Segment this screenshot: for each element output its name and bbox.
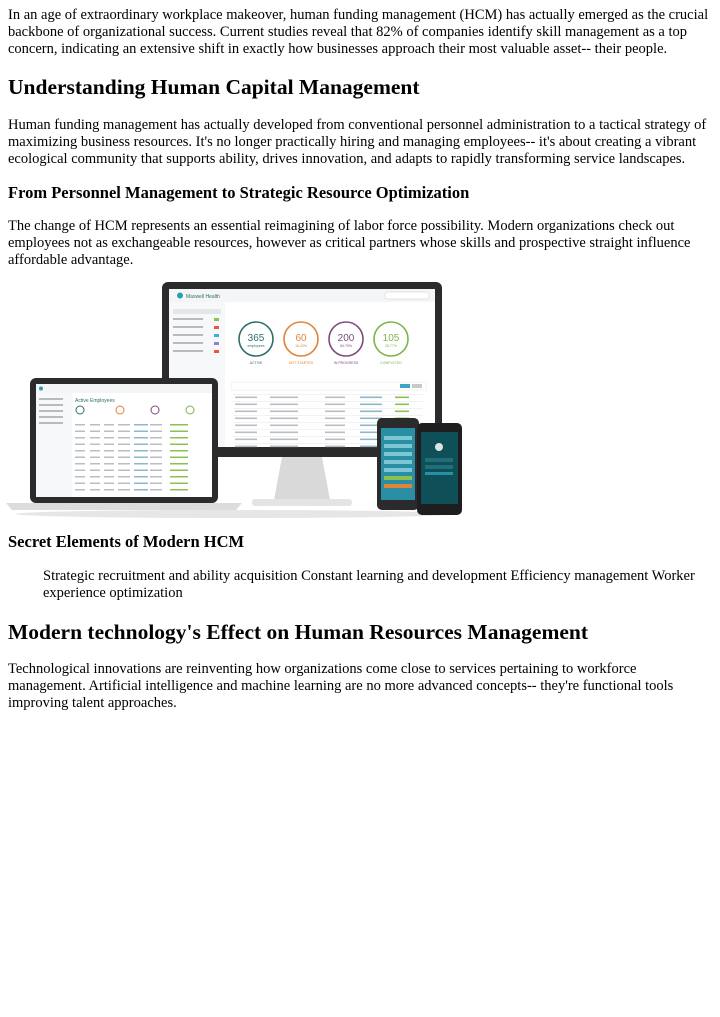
table-cell — [118, 444, 130, 446]
table-cell — [104, 489, 114, 491]
table-cell — [90, 450, 100, 452]
table-cell — [75, 424, 85, 426]
table-cell — [170, 476, 188, 478]
table-cell — [170, 444, 188, 446]
table-cell — [150, 476, 162, 478]
table-cell — [235, 432, 257, 434]
stat-sub: 28.77% — [385, 344, 397, 348]
stat-label: NOT STARTED — [288, 361, 314, 365]
table-cell — [90, 424, 100, 426]
table-cell — [75, 457, 85, 459]
table-cell — [360, 418, 382, 420]
stat-value: 365 — [247, 333, 265, 344]
table-cell — [118, 483, 130, 485]
table-cell — [235, 425, 257, 427]
table-cell — [75, 483, 85, 485]
table-cell — [325, 439, 345, 441]
table-cell — [150, 424, 162, 426]
table-cell — [170, 489, 188, 491]
table-cell — [150, 489, 162, 491]
table-cell — [75, 450, 85, 452]
table-cell — [104, 424, 114, 426]
table-cell — [270, 397, 298, 399]
stat-label: IN PROGRESS — [333, 361, 359, 365]
table-cell — [270, 418, 298, 420]
table-cell — [170, 450, 188, 452]
laptop-title: Active Employees — [75, 398, 115, 404]
table-cell — [104, 457, 114, 459]
table-cell — [75, 444, 85, 446]
table-cell — [270, 432, 298, 434]
table-cell — [325, 432, 345, 434]
subheading-secret-elements: Secret Elements of Modern HCM — [8, 532, 245, 551]
table-cell — [118, 424, 130, 426]
table-cell — [75, 463, 85, 465]
section-heading-understanding-hcm: Understanding Human Capital Management — [8, 75, 420, 99]
table-cell — [75, 431, 85, 433]
table-cell — [170, 424, 188, 426]
table-cell — [104, 476, 114, 478]
table-cell — [134, 476, 148, 478]
table-cell — [170, 431, 188, 433]
table-cell — [150, 431, 162, 433]
table-cell — [270, 439, 298, 441]
table-cell — [325, 446, 345, 448]
phone-back — [377, 418, 419, 510]
table-cell — [134, 457, 148, 459]
table-cell — [270, 411, 298, 413]
stat-sub: 16.43% — [295, 344, 307, 348]
table-cell — [235, 446, 257, 448]
table-cell — [134, 431, 148, 433]
table-cell — [118, 463, 130, 465]
laptop — [30, 378, 218, 503]
table-cell — [118, 476, 130, 478]
table-cell — [235, 439, 257, 441]
table-cell — [90, 470, 100, 472]
table-row — [233, 394, 423, 395]
table-cell — [118, 457, 130, 459]
table-cell — [170, 463, 188, 465]
table-cell — [118, 437, 130, 439]
table-cell — [104, 431, 114, 433]
table-cell — [235, 418, 257, 420]
table-cell — [75, 437, 85, 439]
table-cell — [170, 470, 188, 472]
sub1-paragraph: The change of HCM represents an essential reimagining of labor force possibility. Modern organizations check out employees not as exchangeable resources, however as critical partners whose skills and prospective straight influence affordable advantage. — [8, 218, 691, 268]
intro-paragraph: In an age of extraordinary workplace makeover, human funding management (HCM) has actually emerged as the crucial backbone of organizational success. Current studies reveal that 82% of companies identify skill management as a top concern, indicating an extensive shift in exactly how businesses approach their most valuable asset-- their people. — [8, 7, 709, 57]
stat-sub: 54.79% — [340, 344, 352, 348]
stat-value: 105 — [382, 333, 400, 344]
table-row — [233, 415, 423, 416]
table-row — [233, 401, 423, 402]
stat-sub: employees — [247, 344, 265, 348]
table-cell — [395, 411, 409, 413]
table-cell — [90, 444, 100, 446]
table-cell — [325, 404, 345, 406]
table-cell — [360, 397, 382, 399]
table-row — [233, 408, 423, 409]
table-cell — [104, 437, 114, 439]
elements-blockquote: Strategic recruitment and ability acquisition Constant learning and development Efficiency management Worker experience optimization — [43, 568, 695, 601]
stat-value: 60 — [295, 333, 307, 344]
table-cell — [170, 457, 188, 459]
hcm-software-devices-image — [0, 278, 470, 520]
table-cell — [170, 437, 188, 439]
table-cell — [75, 476, 85, 478]
subheading-personnel-to-strategic: From Personnel Management to Strategic Resource Optimization — [8, 183, 470, 202]
table-cell — [325, 425, 345, 427]
table-cell — [134, 463, 148, 465]
table-cell — [150, 470, 162, 472]
table-cell — [134, 450, 148, 452]
table-cell — [104, 450, 114, 452]
section2-paragraph: Technological innovations are reinventing how organizations come close to services pertaining to workforce management. Artificial intelligence and machine learning are no more advanced concepts-- they're functional tools improving talent approaches. — [8, 661, 674, 711]
table-cell — [104, 483, 114, 485]
section-heading-technology-effect: Modern technology's Effect on Human Resources Management — [8, 620, 589, 644]
table-cell — [395, 397, 409, 399]
table-cell — [134, 437, 148, 439]
table-cell — [325, 397, 345, 399]
table-cell — [235, 397, 257, 399]
table-cell — [134, 424, 148, 426]
section1-paragraph: Human funding management has actually developed from conventional personnel administration to a tactical strategy of maximizing business resources. It's no longer practically hiring and managing employees-- it's about creating a vibrant ecological community that supports ability, drives innovation, and adapts to rapidly transforming service landscapes. — [8, 117, 707, 167]
phone-front — [417, 423, 462, 515]
table-cell — [90, 489, 100, 491]
table-cell — [75, 470, 85, 472]
table-cell — [90, 431, 100, 433]
table-cell — [235, 411, 257, 413]
table-cell — [270, 446, 298, 448]
table-cell — [118, 450, 130, 452]
table-cell — [104, 463, 114, 465]
stat-value: 200 — [337, 333, 355, 344]
table-cell — [360, 411, 382, 413]
table-cell — [90, 463, 100, 465]
table-cell — [118, 489, 130, 491]
table-cell — [325, 411, 345, 413]
table-cell — [150, 457, 162, 459]
monitor-brand: Maxwell Health — [186, 294, 220, 300]
table-cell — [170, 483, 188, 485]
table-cell — [270, 404, 298, 406]
stat-label: COMPLETED — [380, 361, 402, 365]
table-cell — [134, 489, 148, 491]
table-cell — [150, 483, 162, 485]
table-cell — [75, 489, 85, 491]
table-cell — [90, 483, 100, 485]
table-cell — [104, 444, 114, 446]
table-cell — [235, 404, 257, 406]
table-cell — [90, 437, 100, 439]
table-cell — [90, 476, 100, 478]
table-cell — [270, 425, 298, 427]
table-cell — [150, 437, 162, 439]
table-cell — [150, 450, 162, 452]
table-cell — [325, 418, 345, 420]
table-cell — [104, 470, 114, 472]
table-cell — [90, 457, 100, 459]
table-cell — [150, 463, 162, 465]
stat-label: ACTIVE — [249, 361, 263, 365]
table-cell — [360, 404, 382, 406]
table-cell — [395, 404, 409, 406]
table-cell — [150, 444, 162, 446]
table-cell — [134, 444, 148, 446]
table-cell — [118, 470, 130, 472]
table-cell — [134, 483, 148, 485]
table-cell — [118, 431, 130, 433]
table-cell — [134, 470, 148, 472]
